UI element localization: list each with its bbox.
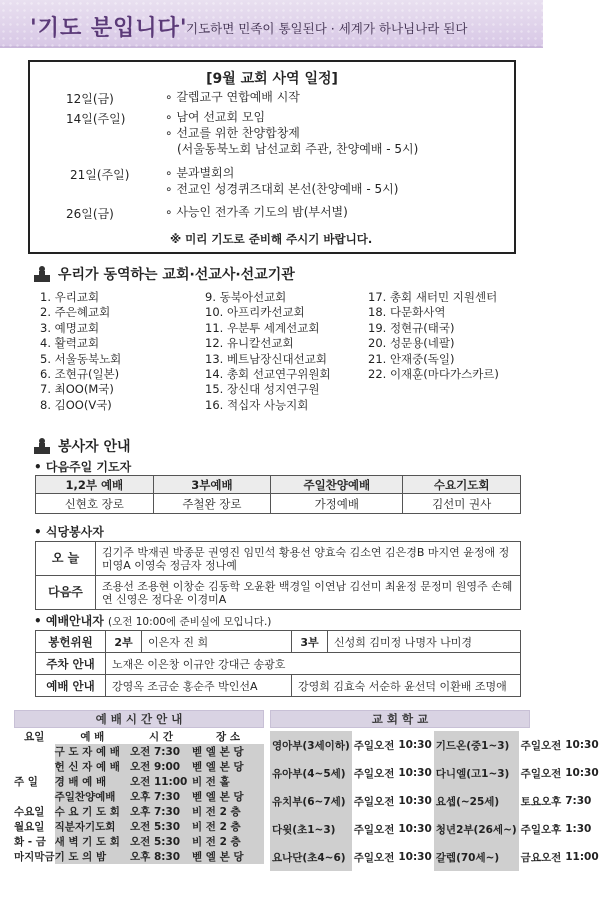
partners-col-1 — [40, 290, 121, 413]
schedule-event: ∘ 전교인 성경퀴즈대회 본선(찬양예배 - 5시) — [165, 182, 399, 196]
usher-names: 강영옥 조금순 홍순주 박인선A — [106, 675, 292, 697]
table-header: 3부예배 — [153, 476, 271, 494]
schedule-event: ∘ 남여 선교회 모임 — [165, 110, 266, 124]
day-cell: 토요오후 — [520, 795, 562, 808]
partners-col-2 — [205, 290, 331, 413]
table-row — [14, 759, 264, 774]
volunteers-title: 봉사자 안내 — [58, 439, 131, 455]
list-item: 20. 성문용(네팔) — [368, 336, 455, 351]
day-cell: 주 일 — [14, 776, 38, 788]
day-cell: 주일오전 — [520, 767, 562, 780]
service-cell: 기 도 의 밤 — [55, 849, 130, 864]
table-cell: 신현호 장로 — [36, 494, 154, 514]
table-cell: 김선미 권사 — [403, 494, 521, 514]
time-cell: 1:30 — [565, 823, 592, 835]
schedule-title: [9월 교회 사역 일정] — [206, 71, 338, 87]
table-header: 주일찬양예배 — [271, 476, 403, 494]
usher-names: 이은자 진 희 — [142, 631, 292, 653]
partners-title: 우리가 동역하는 교회·선교사·선교기관 — [58, 267, 295, 283]
place-cell: 벧 엘 본 당 — [192, 849, 264, 864]
day-cell: 주일오전 — [520, 739, 562, 752]
day-cell: 마지막금 — [14, 851, 55, 863]
table-cell: 주철완 장로 — [153, 494, 271, 514]
prayer-subtitle: • 다음주일 기도자 — [34, 460, 132, 474]
list-item: 12. 유니칼선교회 — [205, 336, 294, 351]
table-row — [14, 744, 264, 759]
table-header: 장 소 — [216, 731, 240, 743]
time-cell: 10:30 — [565, 739, 599, 751]
schedule-date: 21일(주일) — [70, 168, 130, 182]
place-cell: 비 전 2 층 — [192, 834, 264, 849]
table-cell: 가정예배 — [271, 494, 403, 514]
volunteers-heading — [32, 436, 131, 456]
service-cell: 경 배 예 배 — [55, 774, 130, 789]
list-item: 9. 동북아선교회 — [205, 290, 287, 304]
day-cell: 월요일 — [14, 821, 45, 833]
time-cell: 10:30 — [398, 851, 432, 863]
usher-names: 노재은 이은창 이규안 강대근 송광호 — [106, 653, 521, 675]
dept-cell: 갈렙(70세~) — [434, 843, 519, 871]
schedule-date: 14일(주일) — [66, 112, 126, 126]
list-item: 19. 정현규(태국) — [368, 320, 455, 335]
table-row — [14, 774, 264, 789]
list-item: 10. 아프리카선교회 — [205, 305, 305, 320]
partners-heading — [32, 264, 295, 284]
kitchen-label: 다음주 — [36, 576, 96, 610]
time-cell: 오후 7:30 — [130, 804, 192, 819]
list-item: 15. 장신대 성지연구원 — [205, 382, 320, 397]
schedule-date: 12일(금) — [66, 92, 114, 106]
table-row — [14, 804, 264, 819]
list-item: 16. 적십자 사능지회 — [205, 397, 309, 412]
school-title: 교 회 학 교 — [270, 710, 530, 728]
kitchen-label: 오 늘 — [36, 542, 96, 576]
time-cell: 오후 8:30 — [130, 849, 192, 864]
kitchen-subtitle: • 식당봉사자 — [34, 525, 104, 539]
place-cell: 비 전 2 층 — [192, 819, 264, 834]
list-item: 8. 김OO(V국) — [40, 397, 112, 412]
service-cell: 헌 신 자 예 배 — [55, 759, 130, 774]
list-item: 14. 총회 선교연구위원회 — [205, 367, 331, 382]
table-header: 시 간 — [149, 731, 173, 743]
ushers-title: • 예배안내자 — [34, 614, 104, 628]
dept-cell: 청년2부(26세~) — [434, 815, 519, 843]
schedule-date: 26일(금) — [66, 207, 114, 221]
dept-cell: 기드온(중1~3) — [434, 731, 519, 759]
place-cell: 비 전 홀 — [192, 774, 264, 789]
place-cell: 벧 엘 본 당 — [192, 759, 264, 774]
list-item: 11. 우분투 세계선교회 — [205, 320, 320, 335]
partners-col-3 — [368, 290, 499, 382]
day-cell: 화 - 금 — [14, 836, 46, 848]
day-cell: 금요오전 — [520, 851, 562, 864]
usher-names: 신성희 김미정 나명자 나미경 — [328, 631, 521, 653]
day-cell: 수요일 — [14, 806, 45, 818]
day-cell: 주일오전 — [353, 767, 395, 780]
place-cell: 비 전 2 층 — [192, 804, 264, 819]
list-item: 2. 주은혜교회 — [40, 305, 111, 320]
dept-cell: 요나단(초4~6) — [270, 843, 352, 871]
day-cell — [14, 789, 55, 804]
service-cell: 수 요 기 도 회 — [55, 804, 130, 819]
list-item: 3. 예명교회 — [40, 320, 100, 335]
table-header: 수요기도회 — [403, 476, 521, 494]
podium-icon — [32, 437, 52, 455]
table-row — [14, 789, 264, 804]
table-row — [270, 843, 601, 871]
time-cell: 10:30 — [398, 795, 432, 807]
ushers-table — [35, 630, 521, 697]
usher-label: 주차 안내 — [36, 653, 106, 675]
dept-cell: 다윗(초1~3) — [270, 815, 352, 843]
dept-cell: 요셉(~25세) — [434, 787, 519, 815]
table-header: 요일 — [24, 731, 45, 743]
dept-cell: 영아부(3세이하) — [270, 731, 352, 759]
day-cell — [14, 744, 55, 759]
service-cell: 주일찬양예배 — [55, 789, 130, 804]
list-item: 6. 조현규(일본) — [40, 367, 120, 382]
day-cell: 주일오전 — [353, 795, 395, 808]
table-row — [270, 759, 601, 787]
time-cell: 10:30 — [565, 767, 599, 779]
table-row — [14, 834, 264, 849]
prayer-table — [35, 475, 521, 514]
list-item: 18. 다문화사역 — [368, 305, 446, 320]
day-cell — [14, 759, 55, 774]
day-cell: 주일오전 — [353, 823, 395, 836]
time-cell: 10:30 — [398, 767, 432, 779]
usher-label: 봉헌위원 — [36, 631, 106, 653]
kitchen-table — [35, 541, 521, 610]
list-item: 7. 최OO(M국) — [40, 382, 114, 397]
kitchen-names: 조용선 조용현 이창순 김동학 오윤환 백경일 이연남 김선미 최윤정 문정미 원영주 손혜연 신영은 정다운 이경미A — [96, 576, 521, 610]
usher-label: 예배 안내 — [36, 675, 106, 697]
usher-part: 3부 — [292, 631, 328, 653]
table-header: 1,2부 예배 — [36, 476, 154, 494]
dept-cell: 유아부(4~5세) — [270, 759, 352, 787]
time-cell: 오전 11:00 — [130, 774, 192, 789]
table-row — [270, 731, 601, 759]
schedule-event: (서울동북노회 남선교회 주관, 찬양예배 - 5시) — [177, 142, 419, 156]
list-item: 13. 베트남장신대선교회 — [205, 351, 327, 366]
dept-cell: 다니엘(고1~3) — [434, 759, 519, 787]
time-cell: 오후 7:30 — [130, 789, 192, 804]
schedule-event: ∘ 분과별회의 — [165, 166, 235, 180]
usher-names: 강영희 김효숙 서순하 윤선덕 이환배 조명애 — [292, 675, 521, 697]
time-cell: 오전 7:30 — [130, 744, 192, 759]
ushers-note: (오전 10:00에 준비실에 모입니다.) — [108, 616, 272, 628]
time-cell: 오전 9:00 — [130, 759, 192, 774]
bulletin-subtitle: 기도하면 민족이 통일된다 · 세계가 하나님나라 된다 — [186, 21, 468, 36]
list-item: 17. 총회 새터민 지원센터 — [368, 290, 498, 304]
day-cell: 주일오후 — [520, 823, 562, 836]
ushers-subtitle — [34, 612, 271, 629]
day-cell: 주일오전 — [353, 851, 395, 864]
bulletin-title: '기도 분입니다' — [30, 16, 188, 41]
time-cell: 오전 5:30 — [130, 819, 192, 834]
time-cell: 오전 5:30 — [130, 834, 192, 849]
place-cell: 벧 엘 본 당 — [192, 744, 264, 759]
school-table — [270, 731, 601, 871]
place-cell: 벧 엘 본 당 — [192, 789, 264, 804]
list-item: 21. 안재중(독일) — [368, 351, 455, 366]
schedule-event: ∘ 갈렙교구 연합예배 시작 — [165, 90, 300, 104]
header-banner — [0, 0, 543, 48]
service-cell: 직분자기도회 — [55, 819, 130, 834]
table-header: 예 배 — [80, 731, 105, 743]
schedule-box — [28, 60, 516, 254]
dept-cell: 유치부(6~7세) — [270, 787, 352, 815]
table-row — [270, 787, 601, 815]
list-item: 22. 이재훈(마다가스카르) — [368, 367, 499, 382]
time-cell: 7:30 — [565, 795, 592, 807]
service-cell: 구 도 자 예 배 — [55, 744, 130, 759]
list-item: 4. 활력교회 — [40, 336, 100, 351]
service-cell: 새 벽 기 도 회 — [55, 834, 130, 849]
worship-times-table — [14, 729, 264, 864]
schedule-event: ∘ 선교를 위한 찬양합창제 — [165, 126, 300, 140]
day-cell: 주일오전 — [353, 739, 395, 752]
time-cell: 11:00 — [565, 851, 599, 863]
worship-times-title: 예 배 시 간 안 내 — [14, 710, 264, 728]
table-row — [270, 815, 601, 843]
list-item: 1. 우리교회 — [40, 290, 100, 304]
podium-icon — [32, 265, 52, 283]
time-cell: 10:30 — [398, 823, 432, 835]
kitchen-names: 김기주 박재권 박종문 권영진 임민석 황용선 양효숙 김소연 김은경B 마지연 윤정애 정미영A 이영숙 정금자 정나예 — [96, 542, 521, 576]
time-cell: 10:30 — [398, 739, 432, 751]
schedule-event: ∘ 사능인 전가족 기도의 밤(부서별) — [165, 205, 348, 219]
schedule-note: ※ 미리 기도로 준비해 주시기 바랍니다. — [170, 232, 373, 246]
table-row — [14, 849, 264, 864]
table-row — [14, 819, 264, 834]
usher-part: 2부 — [106, 631, 142, 653]
list-item: 5. 서울동북노회 — [40, 351, 122, 366]
